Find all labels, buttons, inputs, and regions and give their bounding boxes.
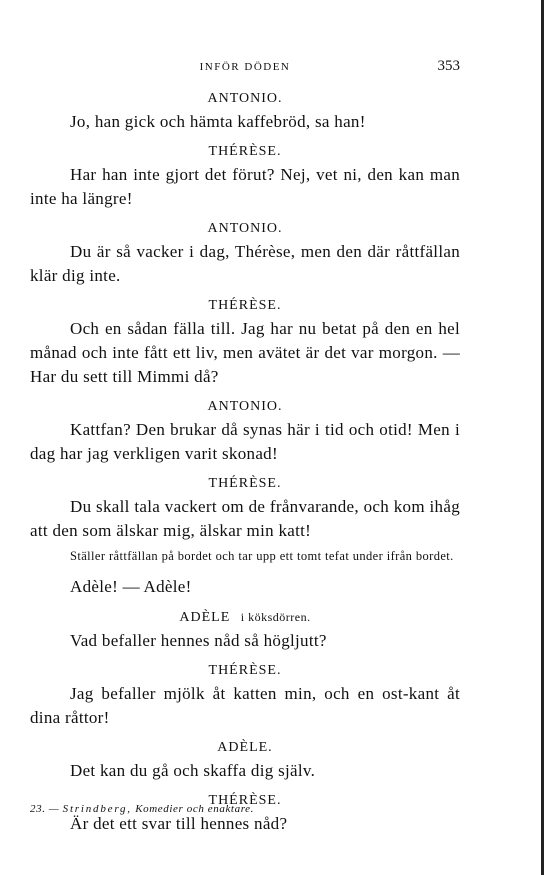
- speech-line: Kattfan? Den brukar då synas här i tid och otid! Men i dag har jag verkligen varit skonad!: [30, 420, 460, 463]
- speech-line: Det kan du gå och skaffa dig själv.: [70, 761, 316, 780]
- speaker-note: i köksdörren.: [240, 610, 311, 624]
- speech-line: Du är så vacker i dag, Thérèse, men den där råttfällan klär dig inte.: [30, 242, 460, 285]
- speaker-name: THÉRÈSE.: [208, 793, 282, 808]
- speaker-name: ADÈLE.: [217, 740, 273, 755]
- speaker-name: ANTONIO.: [207, 399, 283, 414]
- signature-footer: [30, 803, 254, 815]
- play-text: [30, 90, 460, 845]
- speech-line: Är det ett svar till hennes nåd?: [70, 814, 288, 833]
- running-title: INFÖR DÖDEN: [199, 61, 291, 73]
- speaker-name: THÉRÈSE.: [208, 298, 282, 313]
- speaker-name: ANTONIO.: [207, 221, 283, 236]
- stage-direction: Ställer råttfällan på bordet och tar upp ett tomt tefat under ifrån bordet.: [70, 549, 454, 563]
- speech-line: Har han inte gjort det förut? Nej, vet ni, den kan man inte ha längre!: [30, 165, 460, 208]
- speaker-name: THÉRÈSE.: [208, 663, 282, 678]
- speech-line: Och en sådan fälla till. Jag har nu betat på den en hel månad och inte fått ett liv, men avätet är det var morgon. — Har du sett till Mimmi då?: [30, 319, 460, 386]
- speech-line: Vad befaller hennes nåd så högljutt?: [70, 631, 327, 650]
- speaker-name: [30, 608, 460, 627]
- speaker-name: THÉRÈSE.: [208, 476, 282, 491]
- speech-line: Jag befaller mjölk åt katten min, och en ost-kant åt dina råttor!: [30, 684, 460, 727]
- footer-author: Strindberg,: [62, 803, 132, 815]
- speaker-name: ANTONIO.: [207, 91, 283, 106]
- speech-line: Jo, han gick och hämta kaffebröd, sa han!: [70, 112, 366, 131]
- speaker-name-adele: ADÈLE: [179, 610, 231, 625]
- footer-book-title: Komedier och enaktare.: [135, 803, 254, 815]
- signature-mark: 23. —: [30, 803, 60, 815]
- page-number: 353: [437, 58, 460, 74]
- speech-line: Adèle! — Adèle!: [70, 577, 192, 596]
- running-head: [30, 58, 460, 77]
- speaker-name: THÉRÈSE.: [208, 144, 282, 159]
- speech-line: Du skall tala vackert om de frånvarande, och kom ihåg att den som älskar mig, älskar min katt!: [30, 497, 460, 540]
